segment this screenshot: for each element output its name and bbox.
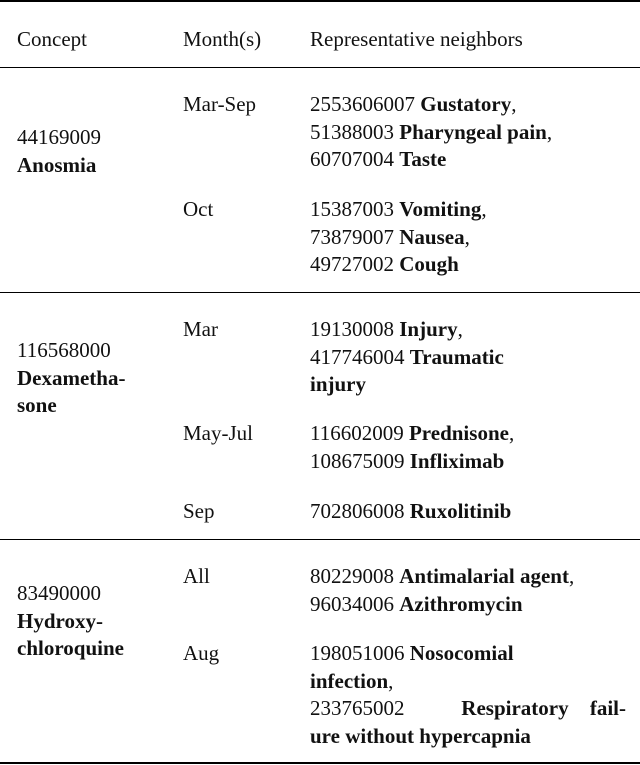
months-cell: Oct [183, 197, 214, 221]
concept-name: sone [17, 393, 57, 417]
neighbor-line: 73879007 Nausea, [310, 224, 470, 249]
neighbor-line: 60707004 Taste [310, 147, 447, 171]
row-divider [0, 539, 640, 540]
neighbor-line: injury [310, 372, 367, 396]
months-cell: All [183, 564, 210, 588]
header-concept: Concept [17, 27, 87, 51]
months-cell: May-Jul [183, 421, 253, 445]
neighbor-line: 116602009 Prednisone, [310, 421, 515, 445]
neighbors-cell [310, 563, 574, 618]
neighbors-cell [310, 498, 511, 526]
neighbor-line: 702806008 Ruxolitinib [310, 499, 512, 523]
months-cell: Mar [183, 317, 218, 341]
neighbor-line: 19130008 Injury, [310, 317, 463, 341]
bottom-rule [0, 762, 640, 764]
neighbors-cell [310, 316, 504, 399]
concept-name: Anosmia [17, 152, 97, 177]
months-cell: Mar-Sep [183, 92, 257, 116]
neighbors-cell [310, 91, 552, 174]
top-rule [0, 0, 640, 2]
neighbor-line: 51388003 Pharyngeal pain, [310, 119, 553, 144]
neighbor-line: 2553606007 Gustatory, [310, 92, 517, 116]
neighbors-cell [310, 640, 626, 750]
months-cell: Sep [183, 499, 215, 523]
concept-name: Hydroxy- [17, 608, 103, 633]
neighbor-line: 198051006 Nosocomial [310, 641, 514, 665]
row-divider [0, 292, 640, 293]
concept-id: 83490000 [17, 581, 101, 605]
neighbors-cell [310, 196, 487, 279]
neighbor-line: ure without hypercapnia [310, 723, 531, 748]
concept-cell [17, 337, 125, 420]
neighbor-line: 108675009 Infliximab [310, 448, 505, 473]
header-months: Month(s) [183, 27, 262, 51]
neighbor-line: infection, [310, 668, 394, 693]
concept-cell [17, 580, 124, 663]
neighbors-cell [310, 420, 514, 475]
neighbor-line: 49727002 Cough [310, 252, 459, 276]
header-neighbors: Representative neighbors [310, 27, 523, 51]
concept-id: 44169009 [17, 125, 101, 149]
neighbor-line: 417746004 Traumatic [310, 344, 504, 369]
concept-name: Dexametha- [17, 365, 126, 390]
header-rule [0, 67, 640, 68]
concept-cell [17, 124, 101, 179]
neighbor-line: 80229008 Antimalarial agent, [310, 564, 575, 588]
neighbor-line: 96034006 Azithromycin [310, 591, 523, 616]
neighbor-line: 15387003 Vomiting, [310, 197, 487, 221]
concept-name: chloroquine [17, 636, 124, 660]
concept-id: 116568000 [17, 338, 111, 362]
neighbor-line: 233765002 Respiratory fail- [310, 696, 626, 720]
months-cell: Aug [183, 641, 220, 665]
